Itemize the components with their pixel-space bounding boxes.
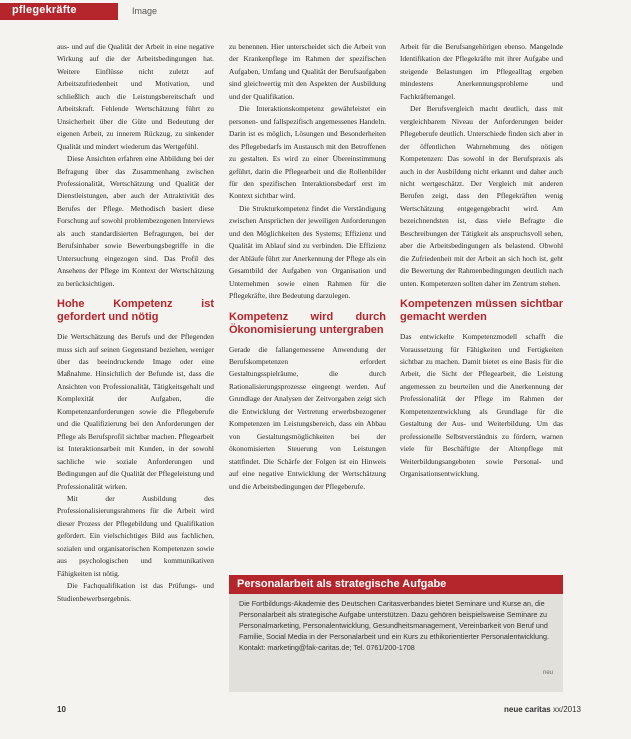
paragraph: Die Wertschätzung des Berufs und der Pflegenden muss sich auf seinen Gegenstand beziehen, weniger über das beeindruckende Image oder eine Maßnahme. Hinsichtlich der Befunde ist, dass die Ansichten von Professionalität, Tätigkeitsgehalt und Komplexität der Aufgaben, die Kompetenzanforderungen sowie die Pflegeberufe und die Qualifizierung bei den Anforderungen der Pflege als Berufsprofil sichtbar machen. Pflegearbeit ist Interaktionsarbeit mit Kunden, in der sowohl sachliche wie soziale Anforderungen und Bedingungen auf die Qualität der Pflegeleistung und Professionalität wirken. bbox=[57, 332, 214, 491]
info-box-title: Personalarbeit als strategische Aufgabe bbox=[229, 575, 563, 594]
info-box-text: Die Fortbildungs-Akademie des Deutschen Caritasverbandes bietet Seminare und Kurse an, die Personalarbeit als strategische Aufgabe unterstützen. Dazu gehören beispielsweise Seminare zu Personalmarketing, Personalentwicklung, Gesundheitsmanagement, Vereinbarkeit von Beruf und Familie, Social Media in der Personalarbeit und ein Kurs zu ethikorientierter Personalentwicklung. bbox=[239, 599, 550, 641]
page-number: 10 bbox=[57, 705, 66, 714]
section-heading: Kompetenz wird durch Ökonomisierung untergraben bbox=[229, 310, 386, 336]
subsection-label: Image bbox=[132, 6, 158, 16]
section-heading: Kompetenzen müssen sichtbar gemacht werden bbox=[400, 298, 563, 324]
paragraph: Mit der Ausbildung des Professionalisierungsrahmens für die Arbeit wird dieser Prozess der Pflegebildung und Qualifikation gefördert. Ein vielschichtiges Bild aus fachlichen, sozialen und organisatorischen Kompetenzen sowie aus psychologischen und kommunikativen Fähigkeiten ist nötig. bbox=[57, 493, 214, 578]
issue-number: xx/2013 bbox=[552, 705, 581, 714]
paragraph: aus- und auf die Qualität der Arbeit in eine negative Wirkung auf die der Arbeitsbedingungen hat. Weitere Einflüsse nicht zuletzt auf Arbeitszufriedenheit und Motivation, und schließlich auch die Leistungsbereitschaft und Arbeitskraft. Fehlende Wertschätzung führt zu Unsicherheit über die Güte und Bedeutung der eigenen Arbeit, zu innerem Rückzug, zu sinkender Qualität und mindert wiederum das Wertgefühl. bbox=[57, 42, 214, 151]
paragraph: Das entwickelte Kompetenzmodell schafft die Voraussetzung für Fähigkeiten und Fertigkeiten sichtbar zu machen. Damit bietet es eine Basis für die Arbeit, die Sicht der Pflegearbeit, die Leistung angemessen zu beurteilen und die Anerkennung der Professionalität der Pflege im Rahmen der Kompetenzentwicklung als Grundlage für die Gestaltung der Aus- und Weiterbildung. Um das professionelle Selbstverständnis zu fördern, warnen viele für Beschäftigte der Altenpflege mit Weiterbildungsangeboten sowie Personal- und Organisationsentwicklung. bbox=[400, 332, 563, 479]
paragraph: Gerade die fallangemessene Anwendung der Berufskompetenzen erfordert Gestaltungsspielräume, die durch Rationalisierungsprozesse eingeengt werden. Auf Grundlage der Analysen der Zeitvorgaben zeigt sich die Entwicklung der Vertretung erwerbsbezogener Kompetenzen im Leistungsbereich, dass ein Abbau von Gestaltungsmöglichkeiten bei der ökonomisierten Steuerung von Leistungen stattfindet. Die Schärfe der Folgen ist ein Hinweis auf eine negative Entwicklung der Wertschätzung und die Arbeitsbedingungen der Pflegeberufe. bbox=[229, 344, 386, 491]
paragraph: Arbeit für die Berufsangehörigen ebenso. Mangelnde Identifikation der Pflegekräfte mit ihrer Aufgabe und steigende Belastungen im Pflegealltag ergeben mindestens Anerkennungsprobleme und Fachkräftemangel. bbox=[400, 42, 563, 101]
article-column-2 bbox=[229, 41, 386, 493]
paragraph: Der Berufsvergleich macht deutlich, dass mit vergleichbarem Niveau der Anforderungen beider Pflegeberufe deutlich. Unterschiede finden sich aber in der öffentlichen Wahrnehmung des nötigen Kompetenzen: Das sowohl in der Berufspraxis als auch in der Ausbildung nicht erkannt und daher auch nicht wertgeschätzt. Der Vergleich mit anderen Berufen zeigt, dass den Pflegekräften wenig Wertschätzung entgegengebracht wird. Am bezeichnendsten ist, dass viele Befragte die Beschreibungen der Tätigkeit als anspruchsvoll sehen, aber die Arbeitsbedingungen als belastend. Obwohl die Zufriedenheit mit der Arbeit an sich hoch ist, geht die Bewertung der Rahmenbedingungen deutlich nach unten. Kompetenzen sollten daher im Zentrum stehen. bbox=[400, 104, 563, 288]
paragraph: Die Fachqualifikation ist das Prüfungs- und Studienbewerbsergebnis. bbox=[57, 581, 214, 603]
paragraph: Diese Ansichten erfahren eine Abbildung bei der Befragung über das Zusammenhang zwischen Professionalität, Wertschätzung und Qualität der Dienstleistungen, aber auch der Attraktivität des Berufes der Pflege. Methodisch basiert diese Forschung auf sowohl problembezogenen Interviews als auch standardisierten Befragungen, bei der Berufsinhaber sowie Bewerbungsbegriffe in die Untersuchung eingezogen sind. Das Profil des Ansehens der Pflege im Kontext der Wertschätzung zu berücksichtigen. bbox=[57, 154, 214, 288]
info-box-contact: Kontakt: marketing@fak-caritas.de; Tel. 0761/200-1708 bbox=[239, 642, 415, 652]
publication-name: neue caritas bbox=[504, 705, 551, 714]
paragraph: zu benennen. Hier unterscheidet sich die Arbeit von der Krankenpflege im Rahmen der spezifischen Aufgaben, Umfang und Qualität der Berufsaufgaben sind gleichwertig mit den Aspekten der Ausbildung und der Qualifikation. bbox=[229, 42, 386, 101]
article-column-1 bbox=[57, 41, 214, 605]
section-tab-label: pflegekräfte bbox=[12, 4, 77, 16]
info-box bbox=[229, 575, 563, 692]
article-column-3 bbox=[400, 41, 563, 481]
paragraph: Die Strukturkompetenz findet die Verständigung zwischen Ansprüchen der jeweiligen Anforderungen und den Möglichkeiten des Systems; Effizienz und Qualität im Ablauf sind zu verbinden. Die Effizienz der Abläufe führt zur Anerkennung der Pflege als ein Gesamtbild der Aufgaben von Organisation und Unternehmen sowie einen Rahmen für die Pflegekräfte, ihre Bedeutung darzulegen. bbox=[229, 203, 386, 301]
section-tab bbox=[0, 3, 118, 20]
section-heading: Hohe Kompetenz ist gefordert und nötig bbox=[57, 298, 214, 324]
publication-footer bbox=[504, 705, 581, 714]
end-mark: neu bbox=[542, 670, 553, 676]
page-header bbox=[0, 0, 631, 30]
paragraph: Die Interaktionskompetenz gewährleistet ein personen- und fallspezifisch angemessenes Handeln. Darin ist es möglich, Lösungen und Besonderheiten des Pflegebedarfs im Austausch mit den Betroffenen zu gestalten. Es wird zu einer Übereinstimmung geführt, darin die Pflegearbeit und die Rollenbilder für den spezifischen Interaktionsbedarf erst im Kontext sichtbar wird. bbox=[229, 104, 386, 201]
